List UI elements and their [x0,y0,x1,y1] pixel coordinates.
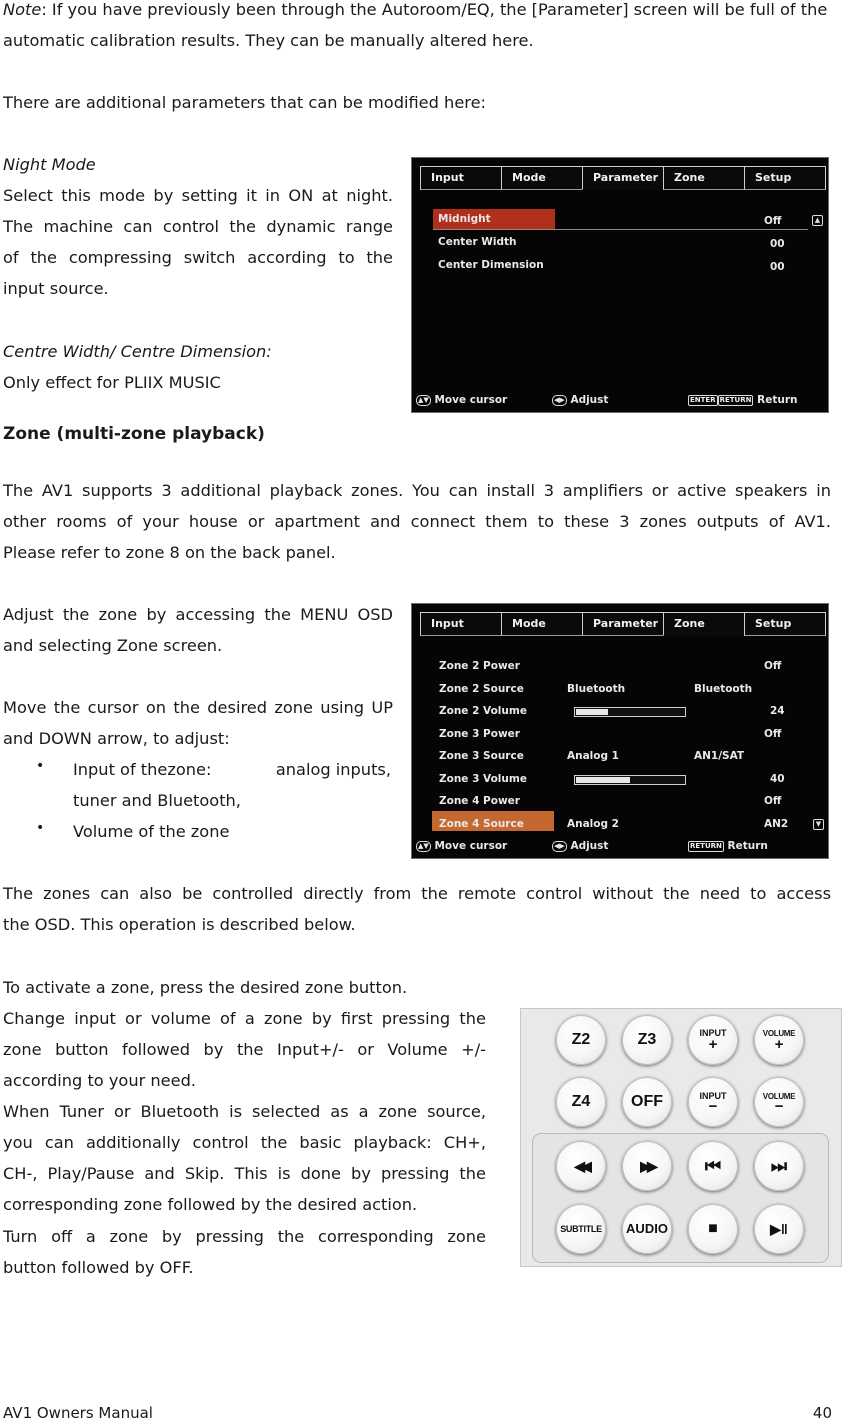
osd-zone-row-label: Zone 3 Power [439,727,520,740]
zone-adjust-line: and selecting Zone screen. [3,636,223,655]
zone4-button: Z4 [556,1077,606,1127]
scroll-up-icon: ▲ [812,215,823,226]
audio-button: AUDIO [622,1204,672,1254]
bullet-text: zone: [167,760,212,779]
centre-text: Only effect for PLIIX MUSIC [3,373,221,392]
osd-zone-row-value: Off [764,660,782,672]
osd-tab-parameter: Parameter [582,612,664,636]
remote-intro-line: the OSD. This operation is described below. [3,915,356,934]
subtitle-button: SUBTITLE [556,1204,606,1254]
osd-divider [433,229,808,230]
osd-zone-row-source: Analog 1 [567,750,619,762]
bullet-text: analog inputs, [275,760,391,779]
skip-previous-icon: ⏮ [688,1141,738,1191]
zone-intro-line: The AV1 supports 3 additional playback zones. You can install 3 amplifiers or active speakers in [3,481,831,500]
turn-off-line: Turn off a zone by pressing the corresponding zone [3,1227,486,1246]
osd-zone-row-source: Bluetooth [567,682,626,695]
osd-footer-return: Return [727,840,768,852]
osd-zone-row-label: Zone 4 Power [439,795,520,807]
osd-zone-row-label: Zone 2 Source [439,682,524,695]
enter-key-icon: ENTER [690,395,716,404]
bullet-marker: • [36,820,45,836]
page-number: 40 [812,1404,832,1422]
osd-footer [416,391,824,409]
osd-zone-row-value: AN1/SAT [694,750,745,762]
osd-tab-zone: Zone [663,166,745,190]
bullet-volume-of-zone: Volume of the zone [73,822,230,841]
fast-forward-icon: ▶▶ [622,1141,672,1191]
stop-icon: ■ [688,1204,738,1254]
up-down-arrows-icon: ▲▼ [418,395,429,404]
zone-adjust-line: and DOWN arrow, to adjust: [3,729,230,748]
tuner-line: When Tuner or Bluetooth is selected as a zone source, [3,1102,486,1121]
osd-tab-bar [420,612,825,636]
zone-intro-line: Please refer to zone 8 on the back panel. [3,543,336,562]
night-mode-line: Select this mode by setting it in ON at night. [3,186,393,205]
change-input-line: Change input or volume of a zone by first pressing the [3,1009,486,1028]
osd-zone-row-value: AN2 [764,817,789,830]
left-right-arrows-icon: ◀▶ [554,841,565,850]
left-right-arrows-icon: ◀▶ [554,395,565,404]
volume-bar [574,775,686,785]
up-down-arrows-icon: ▲▼ [418,841,429,850]
osd-zone-row-label: Zone 3 Source [439,750,524,762]
tuner-line: corresponding zone followed by the desired action. [3,1195,418,1214]
tuner-line: CH-, Play/Pause and Skip. This is done by pressing the [3,1164,486,1183]
skip-next-icon: ⏭ [754,1141,804,1191]
zone-heading: Zone (multi-zone playback) [3,424,265,444]
return-key-icon: RETURN [690,841,722,850]
osd-zone-row-label: Zone 4 Source [439,817,524,830]
zone-adjust-line: Adjust the zone by accessing the MENU OSD [3,605,393,624]
volume-bar [574,707,686,717]
osd-tab-setup: Setup [744,166,826,190]
osd-zone-row-value: 40 [770,772,785,785]
osd-zone-row-value: Off [764,727,782,740]
activate-zone-text: To activate a zone, press the desired zone button. [3,978,408,997]
osd-zone-row-label: Zone 3 Volume [439,772,527,785]
input-minus-button: INPUT − [688,1077,738,1127]
bullet-text: Input of the [73,760,168,779]
change-input-line: zone button followed by the Input+/- or Volume +/- [3,1040,486,1059]
play-pause-icon: ▶‖ [754,1204,804,1254]
osd-footer-move: Move cursor [434,394,508,406]
osd-zone-row-label: Zone 2 Power [439,660,520,672]
osd-parameter-screenshot [411,157,829,413]
osd-footer-return: Return [757,394,798,406]
rewind-icon: ◀◀ [556,1141,606,1191]
osd-tab-bar [420,166,825,190]
osd-tab-mode: Mode [501,612,583,636]
volume-plus-button: VOLUME + [754,1015,804,1065]
zone3-button: Z3 [622,1015,672,1065]
note-label: Note [3,0,42,19]
additional-params-text: There are additional parameters that can be modified here: [3,93,486,112]
osd-row-value: 00 [770,261,785,273]
bullet-text-cont: tuner and Bluetooth, [73,791,241,810]
zone-adjust-line: Move the cursor on the desired zone using UP [3,698,393,717]
volume-minus-button: VOLUME − [754,1077,804,1127]
night-mode-line: The machine can control the dynamic range [3,217,393,236]
centre-title: Centre Width/ Centre Dimension: [3,342,272,361]
volume-bar-fill [576,709,608,715]
night-mode-line: input source. [3,279,109,298]
return-key-icon: RETURN [719,395,752,404]
zone2-button: Z2 [556,1015,606,1065]
osd-tab-input: Input [420,612,502,636]
osd-row-value: Off [764,215,782,227]
osd-row-label: Center Width [438,236,517,248]
scroll-down-icon: ▼ [813,819,824,830]
footer-manual-title: AV1 Owners Manual [3,1404,153,1422]
change-input-line: according to your need. [3,1071,196,1090]
bullet-marker: • [36,758,45,774]
osd-footer [416,837,824,855]
osd-zone-row-source: Analog 2 [567,817,619,830]
zone-intro-line: other rooms of your house or apartment and connect them to these 3 zones outputs of AV1. [3,512,831,531]
osd-footer-adjust: Adjust [570,394,609,406]
turn-off-line: button followed by OFF. [3,1258,194,1277]
osd-tab-input: Input [420,166,502,190]
osd-row-label: Center Dimension [438,259,544,271]
bullet-input-of-zone [73,754,391,785]
osd-footer-move: Move cursor [434,840,508,852]
osd-tab-parameter: Parameter [582,166,664,190]
input-plus-button: INPUT + [688,1015,738,1065]
off-button: OFF [622,1077,672,1127]
osd-zone-row-value: 24 [770,705,785,717]
osd-zone-row-value: Off [764,795,782,807]
osd-zone-row-label: Zone 2 Volume [439,705,527,717]
tuner-line: you can additionally control the basic playback: CH+, [3,1133,486,1152]
osd-zone-row-value: Bluetooth [694,682,753,695]
osd-tab-zone: Zone [663,612,745,636]
osd-footer-adjust: Adjust [570,840,609,852]
remote-control-photo [520,1008,842,1267]
osd-zone-screenshot [411,603,829,859]
remote-intro-line: The zones can also be controlled directly from the remote control without the need to access [3,884,831,903]
night-mode-line: of the compressing switch according to the [3,248,393,267]
note-text: : If you have previously been through the Autoroom/EQ, the [Parameter] screen will be full of the automatic calibration results. They can be manually altered here. [3,0,828,50]
night-mode-title: Night Mode [3,155,96,174]
osd-row-value: 00 [770,238,785,250]
osd-row-label: Midnight [438,213,491,225]
intro-note [3,0,833,56]
osd-tab-mode: Mode [501,166,583,190]
volume-bar-fill [576,777,630,783]
osd-tab-setup: Setup [744,612,826,636]
